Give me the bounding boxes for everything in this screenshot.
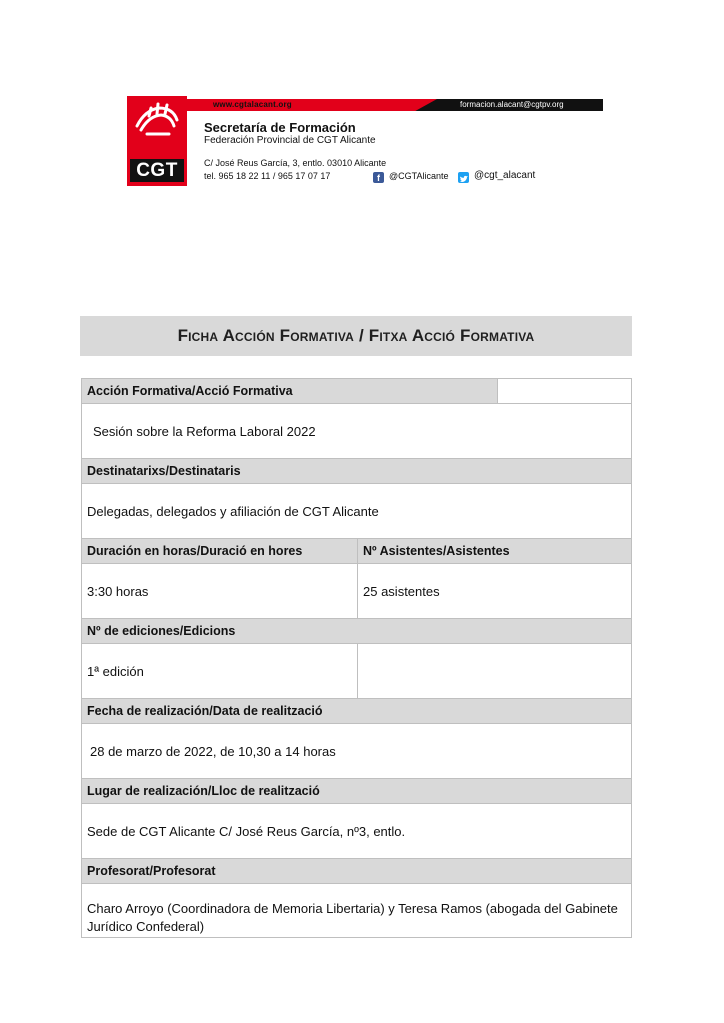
form-row-fecha-value: [82, 723, 631, 778]
form-row-ediciones-value: [82, 643, 631, 698]
form-row-ediciones-header: [82, 618, 631, 643]
lugar-label: Lugar de realización/Lloc de realització: [82, 779, 631, 803]
ediciones-label: Nº de ediciones/Edicions: [82, 619, 631, 643]
blank-cell: [357, 644, 631, 698]
letterhead-phones: tel. 965 18 22 11 / 965 17 07 17: [204, 171, 331, 181]
cgt-logo: [127, 96, 187, 186]
twitter-icon: [458, 172, 469, 183]
letterhead-title: Secretaría de Formación: [204, 120, 356, 135]
form-heading-text: Ficha Acción Formativa / Fitxa Acció Formativa: [177, 326, 535, 345]
asistentes-value: 25 asistentes: [357, 564, 631, 618]
form-row-profesorado-header: [82, 858, 631, 883]
duracion-label: Duración en horas/Duració en hores: [82, 539, 357, 563]
letterhead: [113, 96, 603, 188]
fecha-value: 28 de marzo de 2022, de 10,30 a 14 horas: [82, 724, 631, 778]
form-row-destinatarios-header: [82, 458, 631, 483]
duracion-value: 3:30 horas: [82, 564, 357, 618]
form-row-duracion-value: [82, 563, 631, 618]
logo-text: CGT: [130, 159, 184, 182]
profesorado-label: Profesorat/Profesorat: [82, 859, 631, 883]
form-row-accion-value: [82, 403, 631, 458]
letterhead-email: formacion.alacant@cgtpv.org: [460, 100, 564, 109]
asistentes-label: Nº Asistentes/Asistentes: [357, 539, 631, 563]
blank-cell: [497, 379, 631, 403]
form-heading: [80, 316, 632, 356]
form-row-duracion-header: [82, 538, 631, 563]
letterhead-address: C/ José Reus García, 3, entlo. 03010 Alicante: [204, 158, 387, 168]
ediciones-value: 1ª edición: [82, 644, 357, 698]
profesorado-value: Charo Arroyo (Coordinadora de Memoria Libertaria) y Teresa Ramos (abogada del Gabinete Jurídico Confederal): [82, 884, 631, 937]
form-row-accion-header: [82, 379, 631, 403]
destinatarios-label: Destinatarixs/Destinataris: [82, 459, 631, 483]
form-row-fecha-header: [82, 698, 631, 723]
facebook-icon: f: [373, 172, 384, 183]
lugar-value: Sede de CGT Alicante C/ José Reus García, nº3, entlo.: [82, 804, 631, 858]
letterhead-facebook: @CGTAlicante: [389, 171, 449, 181]
form-row-lugar-value: [82, 803, 631, 858]
form-row-lugar-header: [82, 778, 631, 803]
accion-value: Sesión sobre la Reforma Laboral 2022: [82, 404, 631, 458]
letterhead-twitter: @cgt_alacant: [474, 170, 536, 181]
form-row-profesorado-value: [82, 883, 631, 937]
letterhead-subtitle: Federación Provincial de CGT Alicante: [204, 135, 376, 146]
training-form-table: [81, 378, 632, 938]
letterhead-website: www.cgtalacant.org: [213, 100, 292, 109]
destinatarios-value: Delegadas, delegados y afiliación de CGT Alicante: [82, 484, 631, 538]
accion-label: Acción Formativa/Acció Formativa: [82, 379, 497, 403]
form-row-destinatarios-value: [82, 483, 631, 538]
fecha-label: Fecha de realización/Data de realització: [82, 699, 631, 723]
